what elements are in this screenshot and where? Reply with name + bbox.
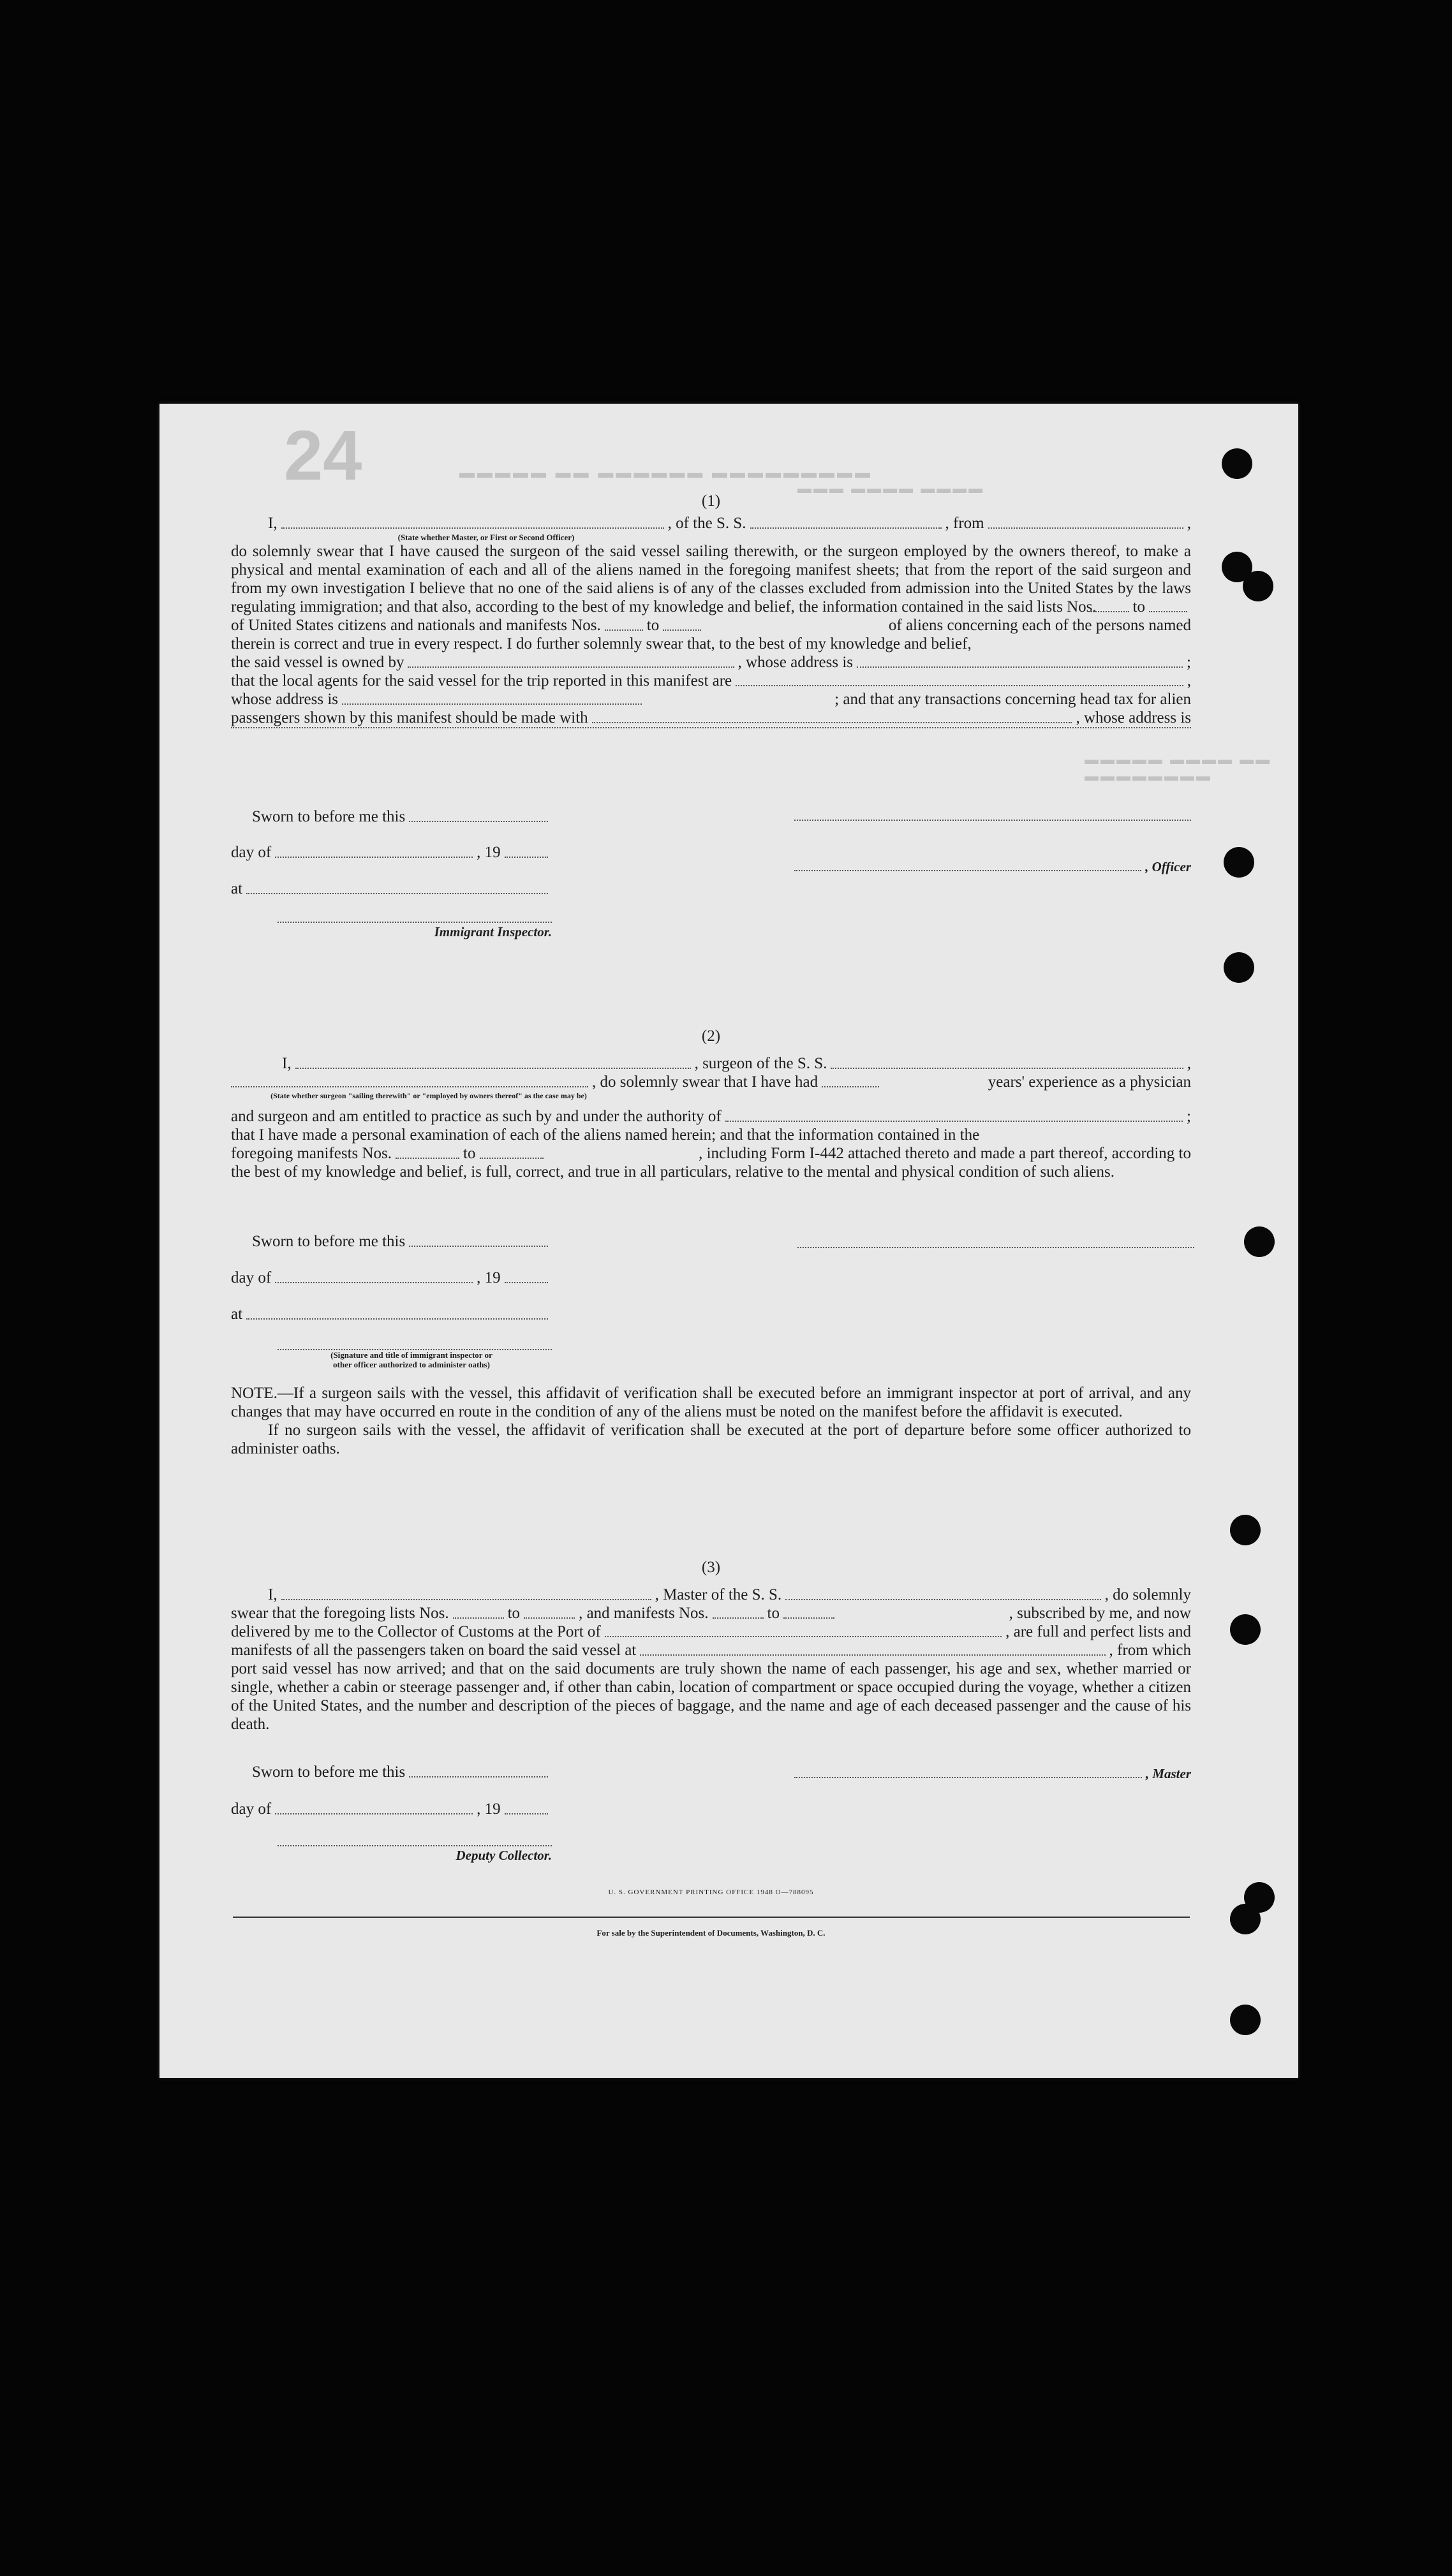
officer-signature <box>794 859 1191 875</box>
owner-address-field[interactable] <box>857 666 1183 668</box>
binder-hole <box>1230 1515 1261 1545</box>
text: I, <box>282 1055 292 1072</box>
manifests-from-field[interactable] <box>605 629 643 631</box>
sworn-day-field[interactable] <box>409 821 548 822</box>
note-paragraph: NOTE.—If a surgeon sails with the vessel, this affidavit of verification shall be executed before an immigrant inspector at port of arrival, and any changes that may have occurred en route in the condition of any of the aliens must be noted on the manifest before the affidavit is executed. <box>231 1385 1191 1420</box>
binder-hole <box>1243 571 1273 601</box>
field-caption: (State whether Master, or First or Second Officer) <box>397 533 575 542</box>
month-field[interactable] <box>275 1282 473 1283</box>
year-field[interactable] <box>505 857 548 858</box>
signature-title: Deputy Collector. <box>456 1848 552 1863</box>
manifests-to-field[interactable] <box>480 1158 544 1159</box>
text: day of <box>231 1269 272 1286</box>
master-signature <box>794 1766 1191 1782</box>
oath-paragraph: that I have made a personal examination of each of the aliens named herein; and that the information contained in the <box>231 1126 980 1144</box>
text: , of the S. S. <box>667 515 746 532</box>
head-tax-address-field[interactable] <box>231 727 1191 728</box>
bleed-through-mark: ▬▬▬ ▬▬▬▬ ▬▬▬▬ <box>797 480 985 496</box>
sworn-day-field[interactable] <box>409 1246 548 1247</box>
text: , from which <box>1109 1642 1191 1659</box>
text: , are full and perfect lists and <box>1005 1623 1191 1640</box>
vessel-field[interactable] <box>785 1599 1100 1600</box>
text: Sworn to before me this <box>252 1763 406 1781</box>
text: to <box>646 617 660 634</box>
text: at <box>231 880 243 897</box>
text: of United States citizens and nationals and manifests Nos. <box>231 617 601 634</box>
text: I, <box>268 1586 278 1603</box>
date-line <box>231 1800 552 1818</box>
text: ; <box>1187 654 1191 671</box>
text: , whose address is <box>737 654 854 671</box>
binder-hole <box>1230 2005 1261 2035</box>
lists-from-field[interactable] <box>1091 611 1129 612</box>
lists-from-field[interactable] <box>453 1617 504 1619</box>
text: to <box>767 1605 780 1622</box>
rank-field[interactable] <box>281 527 664 529</box>
signature-line[interactable] <box>794 870 1141 871</box>
section-number: (1) <box>701 492 721 510</box>
text: ; <box>1187 1108 1191 1125</box>
binder-hole <box>1224 952 1254 983</box>
text: , whose address is <box>1076 709 1191 726</box>
text: years' experience as a physician <box>988 1073 1191 1091</box>
place-line <box>231 880 552 898</box>
text: the said vessel is owned by <box>231 654 404 671</box>
embarkation-port-field[interactable] <box>640 1654 1105 1656</box>
signature-caption: other officer authorized to administer oaths) <box>333 1360 490 1369</box>
vessel-field[interactable] <box>831 1068 1183 1069</box>
owner-field[interactable] <box>408 666 734 668</box>
head-tax-contact-field[interactable] <box>592 722 1072 723</box>
sale-notice: For sale by the Superintendent of Documents, Washington, D. C. <box>596 1928 826 1938</box>
from-field[interactable] <box>988 527 1183 529</box>
month-field[interactable] <box>275 857 473 858</box>
place-field[interactable] <box>246 893 548 894</box>
gpo-imprint: U. S. GOVERNMENT PRINTING OFFICE 1948 O—788095 <box>608 1888 814 1896</box>
sworn-line <box>252 808 552 826</box>
officer-signature-line <box>794 807 1191 821</box>
surgeon-name-field[interactable] <box>295 1068 691 1069</box>
authority-field[interactable] <box>725 1121 1183 1122</box>
section-3 <box>231 1558 1191 1733</box>
manifests-from-field[interactable] <box>396 1158 459 1159</box>
signature-line[interactable] <box>278 922 552 923</box>
text: Sworn to before me this <box>252 1233 406 1250</box>
binder-hole <box>1222 448 1252 479</box>
section-number: (2) <box>701 1027 721 1045</box>
text: , surgeon of the S. S. <box>694 1055 827 1072</box>
text: at <box>231 1306 243 1323</box>
vessel-field[interactable] <box>750 527 942 529</box>
year-field[interactable] <box>505 1282 548 1283</box>
signature-line[interactable] <box>794 807 1191 821</box>
oath-paragraph: therein is correct and true in every respect. I do further solemnly swear that, to the best of my knowledge and belief, <box>231 635 972 652</box>
text: , subscribed by me, and now <box>1009 1605 1191 1622</box>
manifests-from-field[interactable] <box>713 1617 764 1619</box>
binder-hole <box>1244 1226 1275 1257</box>
sworn-line <box>252 1763 552 1781</box>
master-name-field[interactable] <box>281 1599 651 1600</box>
text: to <box>507 1605 521 1622</box>
text: , 19 <box>477 1269 501 1286</box>
text: day of <box>231 1800 272 1818</box>
agents-field[interactable] <box>736 685 1183 686</box>
text: of aliens concerning each of the persons named <box>888 617 1191 634</box>
month-field[interactable] <box>275 1813 473 1814</box>
text: , Master of the S. S. <box>655 1586 782 1603</box>
signature-title: , Master <box>1145 1766 1191 1781</box>
surgeon-status-field[interactable] <box>231 1086 588 1087</box>
text: I, <box>268 515 278 532</box>
text: day of <box>231 844 272 861</box>
text: , <box>1187 515 1191 532</box>
text: , 19 <box>477 1800 501 1818</box>
text: , <box>1187 1055 1191 1072</box>
binder-hole <box>1230 1904 1261 1934</box>
text: and surgeon and am entitled to practice as such by and under the authority of <box>231 1108 722 1125</box>
text: swear that the foregoing lists Nos. <box>231 1605 449 1622</box>
oath-paragraph: port said vessel has now arrived; and that on the said documents are truly shown the name of each passenger, his age and sex, whether married or single, whether a cabin or steerage passenger and, if other than cabin, location of compartment or space occupied during the voyage, whether a citizen of the United States, and the number and description of the pieces of baggage, and the name and age of each deceased passenger and the cause of his death. <box>231 1660 1191 1733</box>
text: , 19 <box>477 844 501 861</box>
oath-paragraph: the best of my knowledge and belief, is full, correct, and true in all particulars, relative to the mental and physical condition of such aliens. <box>231 1163 1115 1181</box>
text: to <box>1132 598 1145 615</box>
signature-line[interactable] <box>797 1233 1194 1248</box>
signature-caption: (Signature and title of immigrant inspector or <box>330 1350 493 1360</box>
text: ; and that any transactions concerning head tax for alien <box>834 691 1191 708</box>
place-field[interactable] <box>246 1318 548 1320</box>
text: Sworn to before me this <box>252 808 406 825</box>
footer-rule <box>233 1917 1190 1918</box>
field-caption: (State whether surgeon "sailing therewith" or "employed by owners thereof" as the case may be) <box>270 1091 587 1100</box>
section-1 <box>231 492 1191 732</box>
text: , including Form I-442 attached thereto and made a part thereof, according to <box>699 1145 1191 1162</box>
years-field[interactable] <box>822 1086 879 1087</box>
note-paragraph: If no surgeon sails with the vessel, the affidavit of verification shall be executed at the port of departure before some officer authorized to administer oaths. <box>231 1422 1191 1457</box>
text: that the local agents for the said vessel for the trip reported in this manifest are <box>231 672 732 689</box>
text: , do solemnly <box>1104 1586 1191 1603</box>
signature-line[interactable] <box>278 1845 552 1846</box>
lists-to-field[interactable] <box>1149 611 1187 612</box>
manifests-to-field[interactable] <box>663 629 701 631</box>
surgeon-signature-line <box>797 1233 1194 1248</box>
date-line <box>231 844 552 862</box>
lists-to-field[interactable] <box>524 1617 575 1619</box>
text: manifests of all the passengers taken on board the said vessel at <box>231 1642 637 1659</box>
signature-title: Immigrant Inspector. <box>434 924 552 939</box>
oath-paragraph: do solemnly swear that I have caused the surgeon of the said vessel sailing therewith, or the surgeon employed by the owners thereof, to make a physical and mental examination of each and all of the aliens named in the foregoing manifest sheets; that from the report of the said surgeon and from my own investigation I believe that no one of the said aliens is of any of the classes excluded from admission into the United States by the laws regulating immigration; and that also, according to the best of my knowledge and belief, the information contained in the said lists Nos. <box>231 543 1191 615</box>
sworn-day-field[interactable] <box>409 1776 548 1777</box>
note <box>231 1384 1191 1458</box>
year-field[interactable] <box>505 1813 548 1814</box>
text: , do solemnly swear that I have had <box>592 1073 819 1091</box>
text: , from <box>945 515 984 532</box>
bleed-through-mark: 24 <box>284 416 362 495</box>
bleed-through-mark: ▬▬▬▬▬ ▬▬ ▬▬▬▬▬▬ ▬▬▬▬▬▬▬▬▬ <box>459 464 873 482</box>
place-line <box>231 1306 552 1323</box>
binder-hole <box>1224 847 1254 878</box>
inspector-signature <box>278 922 552 941</box>
manifests-to-field[interactable] <box>783 1617 834 1619</box>
inspector-signature <box>278 1349 552 1369</box>
text: foregoing manifests Nos. <box>231 1145 392 1162</box>
section-number: (3) <box>701 1559 721 1576</box>
deputy-signature <box>278 1845 552 1864</box>
text: delivered by me to the Collector of Customs at the Port of <box>231 1623 601 1640</box>
text: whose address is <box>231 691 339 708</box>
sworn-line <box>252 1233 552 1251</box>
port-field[interactable] <box>605 1636 1002 1637</box>
signature-line[interactable] <box>794 1777 1142 1778</box>
text: , and manifests Nos. <box>579 1605 709 1622</box>
binder-hole <box>1230 1614 1261 1645</box>
date-line <box>231 1269 552 1287</box>
bleed-through-mark: ▬▬▬▬▬ ▬▬▬▬ ▬▬ ▬▬▬▬▬▬▬▬ <box>1085 751 1272 784</box>
text: , <box>1187 672 1191 689</box>
signature-title: , Officer <box>1145 859 1191 874</box>
form-page <box>159 404 1298 2078</box>
text: passengers shown by this manifest should be made with <box>231 709 588 726</box>
agents-address-field[interactable] <box>342 703 642 705</box>
text: to <box>463 1145 476 1162</box>
section-2 <box>231 1027 1191 1181</box>
